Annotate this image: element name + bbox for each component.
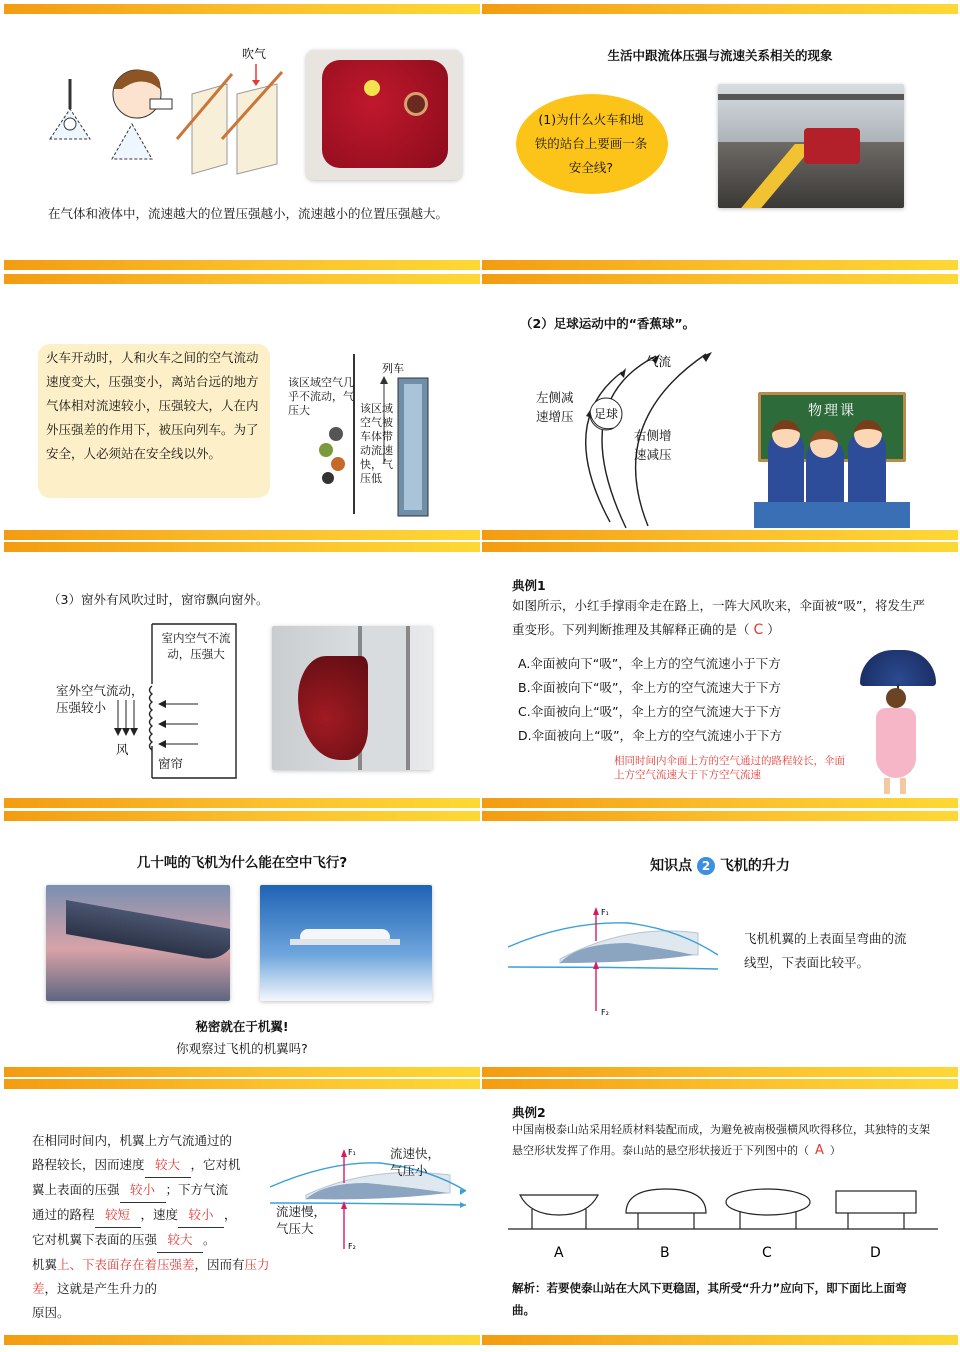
umbrella-girl-illustration (858, 650, 940, 798)
blank-2: 较小 (120, 1178, 166, 1203)
slide-top-bar (482, 1079, 958, 1089)
blow-paper-illustration (42, 44, 292, 184)
slide-9 (4, 1079, 480, 1345)
outdoor-label: 室外空气流动，压强较小 (56, 683, 144, 715)
line-1: 在相同时间内，机翼上方气流通过的 (32, 1133, 233, 1148)
line-3: 翼上表面的压强 较小 ；下方气流 (32, 1178, 282, 1203)
blank-5: 较大 (157, 1228, 203, 1253)
wing-shape-text: 飞机机翼的上表面呈弯曲的流线型，下表面比较平。 (744, 931, 907, 970)
f2-label: F₂ (601, 1008, 609, 1017)
title-number-badge: 2 (697, 857, 715, 875)
line-7: 原因。 (32, 1305, 70, 1320)
option-a: A.伞面被向下“吸”，伞上方的空气流速小于下方 (518, 656, 781, 671)
slide-top-bar (482, 811, 958, 821)
slow-flow-label: 流速慢，气压大 (276, 1204, 327, 1236)
blank-4: 较小 (178, 1203, 224, 1228)
label-a: A (554, 1245, 564, 1261)
wing-photo (46, 885, 230, 1001)
slide-bottom-bar (4, 260, 480, 270)
lift-explanation (32, 1129, 282, 1325)
answer-note: 相同时间内伞面上方的空气通过的路程较长，伞面上方空气流速大于下方空气流速 (614, 755, 845, 781)
knowledge-title (482, 855, 958, 875)
shape-c (726, 1189, 810, 1229)
water-bowl-photo (306, 50, 462, 180)
label-d: D (870, 1245, 881, 1261)
right-side-label: 右侧增速减压 (634, 428, 672, 462)
answer-text: A (815, 1143, 824, 1158)
slide-10-title: 典例2 (512, 1105, 546, 1120)
slide-7-title: 几十吨的飞机为什么能在空中飞行? (136, 855, 348, 871)
slide-top-bar (4, 811, 480, 821)
slide-bottom-bar (482, 798, 958, 808)
curtain-label: 窗帘 (158, 756, 184, 771)
slide-5 (4, 542, 480, 808)
slide-2-title: 生活中跟流体压强与流速关系相关的现象 (607, 48, 833, 63)
slide-5-title: （3）窗外有风吹过时，窗帘飘向窗外。 (48, 592, 269, 607)
slide-top-bar (482, 274, 958, 284)
slide-bottom-bar (482, 1067, 958, 1077)
indoor-label: 室内空气不流动，压强大 (161, 631, 231, 661)
wind-label: 风 (116, 742, 129, 757)
analysis-text: 解析：若要使泰山站在大风下更稳固，其所受“升力”应向下，即下面比上面弯曲。 (512, 1281, 907, 1317)
slide-4 (482, 274, 958, 540)
slide-bottom-bar (4, 530, 480, 540)
station-shape-options (508, 1185, 938, 1267)
slide-bottom-bar (482, 530, 958, 540)
blank-3: 较短 (95, 1203, 141, 1228)
slide-1 (4, 4, 480, 270)
shape-b (626, 1189, 706, 1229)
slide-4-title: （2）足球运动中的“香蕉球”。 (520, 316, 696, 331)
slide-bottom-bar (4, 1335, 480, 1345)
airflow-label: 气流 (646, 354, 672, 369)
left-side-label: 左侧减速增压 (536, 390, 574, 424)
label-c: C (762, 1245, 772, 1261)
board-text: 物理课 (808, 403, 856, 419)
slide-top-bar (4, 274, 480, 284)
slide-10 (482, 1079, 958, 1345)
slide-bottom-bar (4, 798, 480, 808)
question-text: 如图所示，小红手撑雨伞走在路上，一阵大风吹来，伞面被“吸”，将发生严重变形。下列判断推理及其解释正确的是（ (512, 598, 925, 637)
funnel-icon (50, 79, 90, 139)
f1-label: F₁ (601, 908, 609, 917)
example-question (512, 594, 932, 642)
title-prefix: 知识点 (650, 858, 693, 874)
slide-2 (482, 4, 958, 270)
slide-7 (4, 811, 480, 1077)
label-b: B (660, 1245, 670, 1261)
slide-8 (482, 811, 958, 1077)
line-2: 路程较长，因而速度 较大 ，它对机 (32, 1153, 282, 1178)
slide-bottom-bar (482, 260, 958, 270)
train-label: 列车 (382, 362, 404, 375)
classroom-cartoon (754, 392, 910, 528)
question-close: ） (829, 1144, 841, 1157)
option-b: B.伞面被向下“吸”，伞上方的空气流速大于下方 (518, 680, 782, 695)
people-icons (319, 427, 345, 484)
fast-flow-label: 流速快，气压小 (390, 1146, 441, 1178)
slide-1-text: 在气体和液体中，流速越大的位置压强越小，流速越小的位置压强越大。 (48, 206, 449, 221)
option-d: D.伞面被向上“吸”，伞上方的空气流速小于下方 (518, 728, 783, 743)
airplane-photo (260, 885, 432, 1001)
slide-top-bar (4, 542, 480, 552)
slide-3 (4, 274, 480, 540)
child-face-icon (112, 70, 172, 159)
pressure-arrows (158, 700, 198, 748)
curtain-photo (272, 626, 432, 770)
answer-text: C (753, 622, 764, 638)
line-6: 机翼上、下表面存在着压强差，因而有压力差，这就是产生升力的 (32, 1257, 270, 1296)
slide-6-title: 典例1 (512, 578, 546, 593)
f1-label: F₁ (348, 1148, 356, 1157)
question-text: 中国南极泰山站采用轻质材料装配而成，为避免被南极强横风吹得移位，其独特的支架悬空形状发挥了作用。泰山站的悬空形状接近于下列图中的（ (512, 1123, 930, 1157)
shape-d (836, 1191, 916, 1229)
label-still-air: 该区域空气几乎不流动，气压大 (288, 376, 354, 417)
f2-label: F₂ (348, 1242, 356, 1251)
slide-3-text: 火车开动时，人和火车之间的空气流动速度变大，压强变小，离站台远的地方气体相对流速较小，压强较大，人在内外压强差的作用下，被压向列车。为了安全，人必须站在安全线以外。 (46, 350, 259, 461)
line-5: 它对机翼下表面的压强 较大 。 (32, 1228, 282, 1253)
label-fast-air: 该区域空气被车体带动流速快，气压低 (360, 402, 393, 485)
slide-top-bar (4, 4, 480, 14)
secret-text: 秘密就在于机翼! (195, 1019, 289, 1034)
slide-top-bar (4, 1079, 480, 1089)
train-station-photo (718, 84, 904, 208)
paper-sheets (177, 64, 282, 174)
bubble-text: (1)为什么火车和地铁的站台上要画一条安全线? (534, 112, 648, 175)
shape-a (520, 1195, 598, 1229)
slide-6 (482, 542, 958, 808)
slide-top-bar (482, 4, 958, 14)
question-text: 你观察过飞机的机翼吗? (176, 1041, 308, 1056)
title-suffix: 飞机的升力 (719, 858, 790, 874)
ball-label: 足球 (594, 407, 619, 421)
blow-label: 吹气 (242, 47, 267, 61)
wing-lift-diagram (508, 903, 718, 1027)
slide-bottom-bar (482, 1335, 958, 1345)
line-4: 通过的路程 较短 ，速度 较小 ， (32, 1203, 282, 1228)
slide-bottom-bar (4, 1067, 480, 1077)
blank-1: 较大 (145, 1153, 191, 1178)
option-c: C.伞面被向上“吸”，伞上方的空气流速大于下方 (518, 704, 782, 719)
example2-question (512, 1119, 932, 1161)
question-close: ） (767, 622, 780, 637)
slide-top-bar (482, 542, 958, 552)
